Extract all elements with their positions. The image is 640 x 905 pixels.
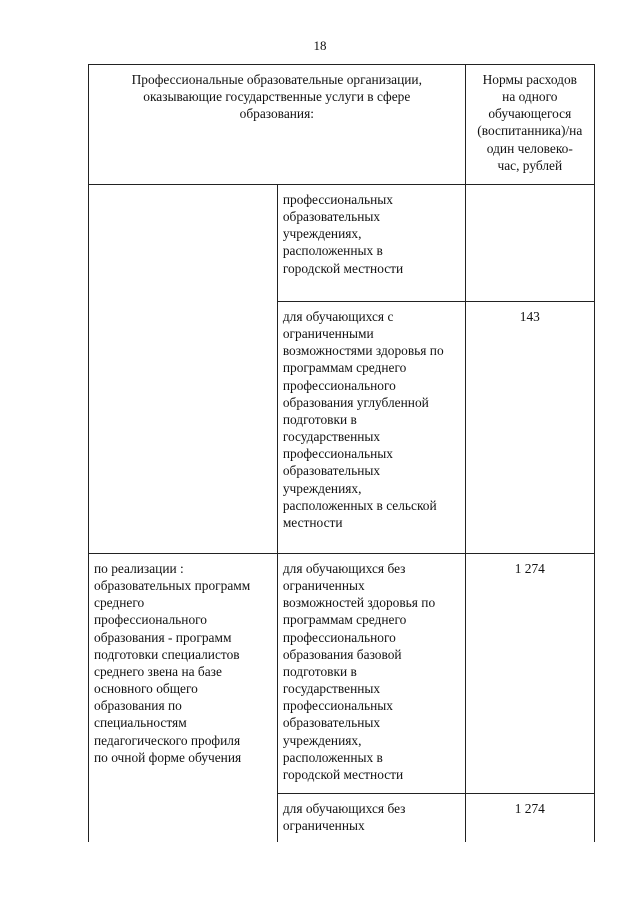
value-text: 143 — [519, 308, 540, 324]
header-organizations — [89, 65, 466, 185]
value-cell — [465, 794, 594, 843]
header-norms — [465, 65, 594, 185]
description-cell — [277, 184, 465, 301]
value-cell — [465, 184, 594, 301]
value-text: 1 274 — [514, 560, 545, 576]
category-cell — [89, 553, 278, 842]
category-cell — [89, 184, 278, 553]
category-text: по реализации : образовательных программ среднего профессионального образования - программ подготовки специалистов среднего звена на базе основного общего образования по специальностям педагогического профиля по очной форме обучения — [94, 560, 251, 765]
header-norms-text: Нормы расходов на одного обучающегося (воспитанника)/на один человеко- час, рублей — [477, 72, 583, 173]
table-row — [89, 184, 595, 301]
page-number: 18 — [313, 38, 327, 53]
value-cell — [465, 301, 594, 553]
description-cell — [277, 553, 465, 793]
description-text: для обучающихся с ограниченными возможностями здоровья по программам среднего профессионального образования углубленной подготовки в государственных профессиональных образовательных учреждениях, расположенных в сельской местности — [282, 308, 444, 530]
value-cell — [465, 553, 594, 793]
description-text: профессиональных образовательных учреждениях, расположенных в городской местности — [282, 191, 404, 276]
description-text: для обучающихся без ограниченных — [282, 801, 406, 834]
table-header-row — [89, 65, 595, 185]
description-text: для обучающихся без ограниченных возможностей здоровья по программам среднего профессионального образования базовой подготовки в государственных профессиональных образовательных учреждениях, расположенных в городской местности — [282, 560, 436, 782]
description-cell — [277, 301, 465, 553]
norms-table — [88, 64, 595, 842]
value-text: 1 274 — [514, 801, 545, 816]
table-row — [89, 553, 595, 793]
description-cell — [277, 794, 465, 843]
header-organizations-text: Профессиональные образовательные организации, оказывающие государственные услуги в сфере образования: — [131, 72, 422, 122]
